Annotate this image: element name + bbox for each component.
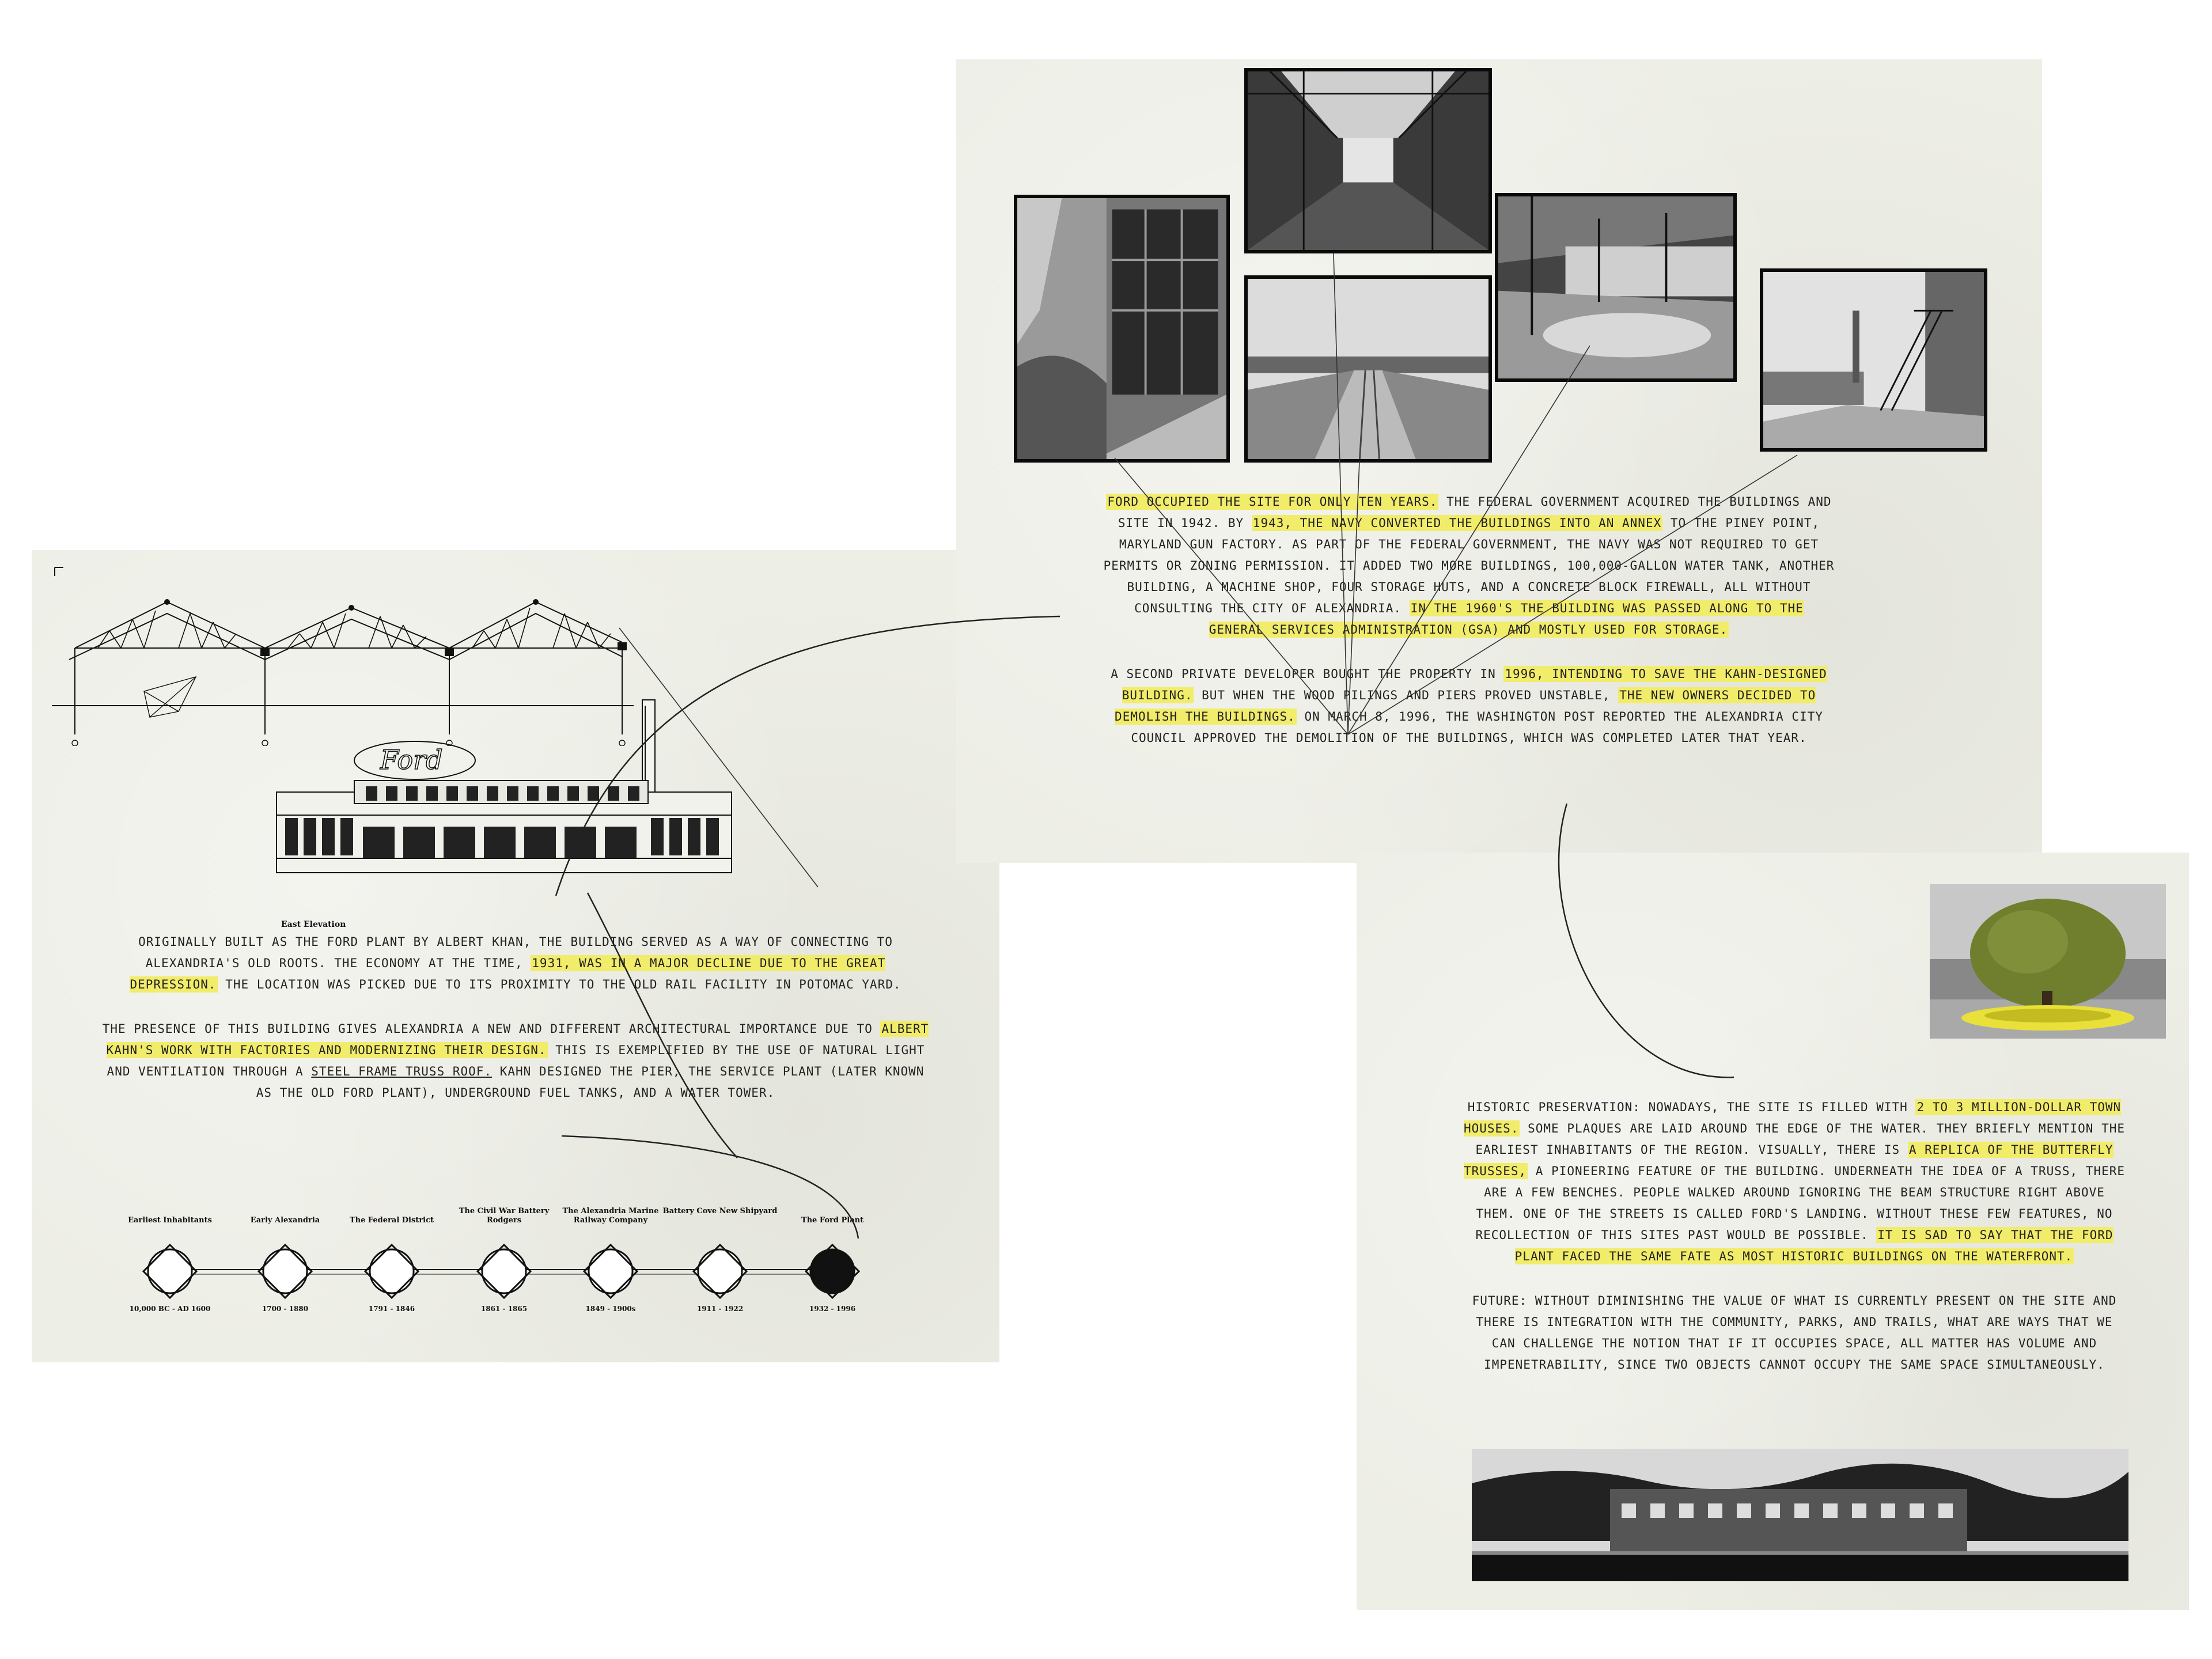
paragraph xyxy=(1103,664,1835,749)
highlighted-text: 1996, INTENDING TO SAVE THE KAHN-DESIGNED BUILDING. xyxy=(1122,667,1827,702)
highlighted-text: 1931, WAS IN A MAJOR DECLINE DUE TO THE GREAT DEPRESSION. xyxy=(130,956,886,991)
body-text: A PIONEERING FEATURE OF THE BUILDING. UNDERNEATH THE IDEA OF A TRUSS, THERE ARE A FEW BENCHES. PEOPLE WALKED AROUND IGNORING THE BEAM STRUCTURE RIGHT ABOVE THEM. ONE OF THE STREETS IS CALLED FORD'S LANDING. WITHOUT THESE FEW FEATURES, NO RECOLLECTION OF THIS SITES PAST WOULD BE POSSIBLE. xyxy=(1475,1164,2126,1242)
paragraph xyxy=(101,1018,930,1104)
highlighted-text: A REPLICA OF THE BUTTERFLY TRUSSES, xyxy=(1463,1143,2113,1178)
timeline-node-icon xyxy=(804,1243,861,1300)
timeline-label: The Ford Plant xyxy=(801,1216,864,1225)
timeline-node-icon xyxy=(475,1243,533,1300)
body-text: FUTURE: WITHOUT DIMINISHING THE VALUE OF WHAT IS CURRENTLY PRESENT ON THE SITE AND THERE IS INTEGRATION WITH THE COMMUNITY, PARKS, AND TRAILS, WHAT ARE WAYS THAT WE CAN CHALLENGE THE NOTION THAT IF IT OCCUPIES SPACE, ALL MATTER HAS VOLUME AND IMPENETRABILITY, SINCE TWO OBJECTS CANNOT OCCUPY THE SAME SPACE SIMULTANEOUSLY. xyxy=(1472,1294,2117,1372)
body-text: TO THE PINEY POINT, MARYLAND GUN FACTORY. AS PART OF THE FEDERAL GOVERNMENT, THE NAVY WAS NOT REQUIRED TO GET PERMITS OR ZONING PERMISSION. IT ADDED TWO MORE BUILDINGS, 100,000-GALLON WATER TANK, ANOTHER BUILDING, A MACHINE SHOP, FOUR STORAGE HUTS, AND A CONCRETE BLOCK FIREWALL, ALL WITHOUT CONSULTING THE CITY OF ALEXANDRIA. xyxy=(1103,516,1835,615)
photo-flooded-interior xyxy=(1495,193,1737,382)
paragraph xyxy=(1463,1290,2126,1376)
body-text: HISTORIC PRESERVATION: NOWADAYS, THE SITE IS FILLED WITH xyxy=(1467,1100,1916,1114)
timeline-date: 1849 - 1900s xyxy=(585,1305,636,1313)
left-sheet xyxy=(32,550,999,1362)
timeline-date: 1911 - 1922 xyxy=(696,1305,744,1313)
photo-exterior-staircase xyxy=(1760,268,1987,452)
timeline-label: Battery Cove New Shipyard xyxy=(662,1207,778,1215)
body-text: SOME PLAQUES ARE LAID AROUND THE EDGE OF THE WATER. THEY BRIEFLY MENTION THE EARLIEST INHABITANTS OF THE REGION. VISUALLY, THERE IS xyxy=(1475,1122,2126,1157)
highlighted-text: FORD OCCUPIED THE SITE FOR ONLY TEN YEARS. xyxy=(1107,495,1438,509)
photo-waterfront-townhouses xyxy=(1472,1449,2128,1581)
elevation-caption: East Elevation xyxy=(281,920,346,929)
photo-roof-skylights xyxy=(1244,275,1492,463)
right-sheet xyxy=(1357,853,2189,1610)
timeline-date: 1861 - 1865 xyxy=(480,1305,528,1313)
svg-text:Ford: Ford xyxy=(380,744,443,775)
highlighted-text: THE NEW OWNERS DECIDED TO DEMOLISH THE BUILDINGS. xyxy=(1115,688,1816,724)
timeline-node-icon xyxy=(363,1243,421,1300)
timeline-node-icon xyxy=(256,1243,314,1300)
body-text: KAHN DESIGNED THE PIER, THE SERVICE PLANT (LATER KNOWN AS THE OLD FORD PLANT), UNDERGROUND FUEL TANKS, AND A WATER TOWER. xyxy=(256,1065,925,1100)
body-text: ORIGINALLY BUILT AS THE FORD PLANT BY ALBERT KHAN, THE BUILDING SERVED AS A WAY OF CONNECTING TO ALEXANDRIA'S OLD ROOTS. THE ECONOMY AT THE TIME, xyxy=(138,935,893,970)
body-text: THIS IS EXEMPLIFIED BY THE USE OF NATURAL LIGHT AND VENTILATION THROUGH A xyxy=(107,1043,925,1078)
factory-east-elevation-drawing xyxy=(239,694,786,884)
timeline-label: Earliest Inhabitants xyxy=(128,1216,212,1225)
paragraph xyxy=(1103,491,1835,641)
highlighted-text: IN THE 1960'S THE BUILDING WAS PASSED ALONG TO THE GENERAL SERVICES ADMINISTRATION (GSA) AND MOSTLY USED FOR STORAGE. xyxy=(1209,601,1804,637)
body-text: BUT WHEN THE WOOD PILINGS AND PIERS PROVED UNSTABLE, xyxy=(1194,688,1619,702)
timeline-date: 1791 - 1846 xyxy=(368,1305,415,1313)
left-text-block xyxy=(101,931,930,1127)
body-text: THE PRESENCE OF THIS BUILDING GIVES ALEXANDRIA A NEW AND DIFFERENT ARCHITECTURAL IMPORTANCE DUE TO xyxy=(102,1022,881,1036)
right-text-block xyxy=(1463,1097,2126,1399)
highlighted-text: ALBERT KAHN'S WORK WITH FACTORIES AND MODERNIZING THEIR DESIGN. xyxy=(106,1022,929,1057)
timeline-date: 1700 - 1880 xyxy=(262,1305,309,1313)
body-text: ON MARCH 8, 1996, THE WASHINGTON POST REPORTED THE ALEXANDRIA CITY COUNCIL APPROVED THE DEMOLITION OF THE BUILDINGS, WHICH WAS COMPLETED LATER THAT YEAR. xyxy=(1131,710,1823,745)
timeline-date: 1932 - 1996 xyxy=(809,1305,856,1313)
highlighted-text: 1943, THE NAVY CONVERTED THE BUILDINGS INTO AN ANNEX xyxy=(1252,516,1662,530)
timeline-node-icon xyxy=(141,1243,199,1300)
timeline-date: 10,000 BC - AD 1600 xyxy=(129,1305,211,1313)
timeline-label: The Civil War Battery Rodgers xyxy=(459,1207,550,1225)
timeline-node-icon xyxy=(582,1243,639,1300)
top-text-block xyxy=(1103,491,1835,772)
paragraph xyxy=(1463,1097,2126,1267)
top-sheet xyxy=(956,59,2042,863)
highlighted-text: IT IS SAD TO SAY THAT THE FORD PLANT FACED THE SAME FATE AS MOST HISTORIC BUILDINGS ON THE WATERFRONT. xyxy=(1514,1228,2113,1263)
photo-factory-wall xyxy=(1014,195,1230,463)
timeline xyxy=(32,1207,999,1357)
underlined-text: STEEL FRAME TRUSS ROOF. xyxy=(311,1065,493,1078)
timeline-node-icon xyxy=(691,1243,749,1300)
body-text: THE FEDERAL GOVERNMENT ACQUIRED THE BUILDINGS AND SITE IN 1942. BY xyxy=(1118,495,1832,530)
highlighted-text: 2 TO 3 MILLION-DOLLAR TOWN HOUSES. xyxy=(1463,1100,2122,1135)
photo-tree-roundabout xyxy=(1930,884,2166,1039)
timeline-label: The Alexandria Marine Railway Company xyxy=(562,1207,659,1225)
photo-interior-hall xyxy=(1244,68,1492,253)
body-text: A SECOND PRIVATE DEVELOPER BOUGHT THE PROPERTY IN xyxy=(1111,667,1504,681)
timeline-label: The Federal District xyxy=(349,1216,434,1225)
timeline-label: Early Alexandria xyxy=(250,1216,320,1225)
body-text: THE LOCATION WAS PICKED DUE TO ITS PROXIMITY TO THE OLD RAIL FACILITY IN POTOMAC YARD. xyxy=(217,978,902,991)
paragraph xyxy=(101,931,930,995)
